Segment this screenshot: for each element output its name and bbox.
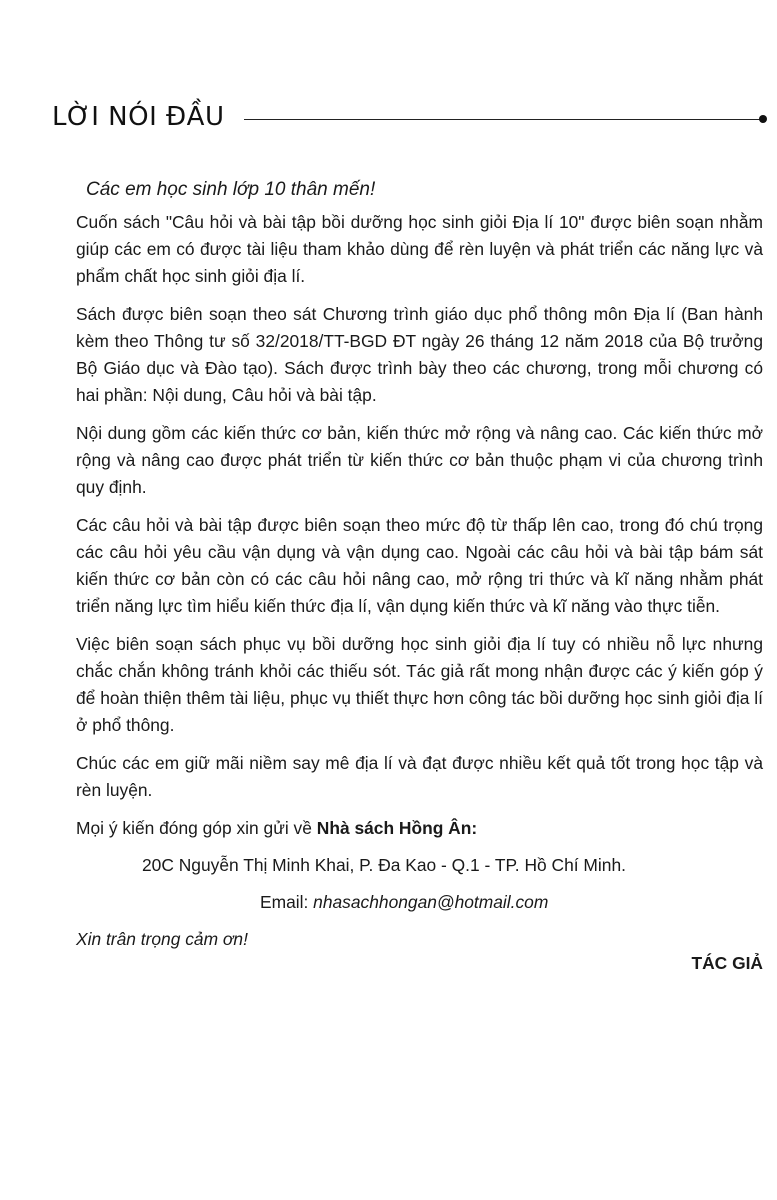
- greeting: Các em học sinh lớp 10 thân mến!: [86, 179, 376, 200]
- title-rule: [244, 119, 761, 120]
- preface-body: [76, 176, 763, 953]
- paragraph-2: Sách được biên soạn theo sát Chương trình giáo dục phổ thông môn Địa lí (Ban hành kèm theo Thông tư số 32/2018/TT-BGD ĐT ngày 26 tháng 12 năm 2018 của Bộ trưởng Bộ Giáo dục và Đào tạo). Sách được trình bày theo các chương, trong mỗi chương có hai phần: Nội dung, Câu hỏi và bài tập.: [76, 304, 763, 405]
- publisher-name: Nhà sách Hồng Ân: [316, 818, 472, 838]
- paragraph-4: Các câu hỏi và bài tập được biên soạn theo mức độ từ thấp lên cao, trong đó chú trọng các câu hỏi yêu cầu vận dụng và vận dụng cao. Ngoài các câu hỏi và bài tập bám sát kiến thức cơ bản còn có các câu hỏi nâng cao, mở rộng tri thức và kĩ năng nhằm phát triển năng lực tìm hiểu kiến thức địa lí, vận dụng kiến thức và kĩ năng vào thực tiễn.: [76, 515, 763, 616]
- publisher-address: 20C Nguyễn Thị Minh Khai, P. Đa Kao - Q.1 - TP. Hồ Chí Minh.: [142, 855, 626, 875]
- email-line: [76, 889, 763, 916]
- paragraph-3: Nội dung gồm các kiến thức cơ bản, kiến thức mở rộng và nâng cao. Các kiến thức mở rộng và nâng cao được phát triển từ kiến thức cơ bản thuộc phạm vi của chương trình quy định.: [76, 423, 763, 497]
- paragraph-5: Việc biên soạn sách phục vụ bồi dưỡng học sinh giỏi địa lí tuy có nhiều nỗ lực nhưng chắc chắn không tránh khỏi các thiếu sót. Tác giả rất mong nhận được các ý kiến góp ý để hoàn thiện thêm tài liệu, phục vụ thiết thực hơn công tác bồi dưỡng học sinh giỏi địa lí ở phổ thông.: [76, 634, 763, 735]
- closing-line: Xin trân trọng cảm ơn!: [76, 929, 248, 949]
- page-title: LỜI NÓI ĐẦU: [52, 102, 225, 132]
- email-address: nhasachhongan@hotmail.com: [313, 892, 549, 912]
- rule-end-dot: [759, 115, 767, 123]
- email-label: Email:: [260, 892, 314, 912]
- contact-intro: Mọi ý kiến đóng góp xin gửi về: [76, 818, 317, 838]
- paragraph-6: Chúc các em giữ mãi niềm say mê địa lí và đạt được nhiều kết quả tốt trong học tập và rèn luyện.: [76, 753, 763, 800]
- publisher-colon: :: [471, 818, 478, 838]
- contact-line: [76, 815, 763, 842]
- author-signature: TÁC GIẢ: [691, 953, 763, 973]
- section-header: [52, 104, 767, 130]
- paragraph-1: Cuốn sách "Câu hỏi và bài tập bồi dưỡng học sinh giỏi Địa lí 10" được biên soạn nhằm giúp các em có được tài liệu tham khảo dùng để rèn luyện và phát triển các năng lực và phẩm chất học sinh giỏi địa lí.: [76, 212, 763, 286]
